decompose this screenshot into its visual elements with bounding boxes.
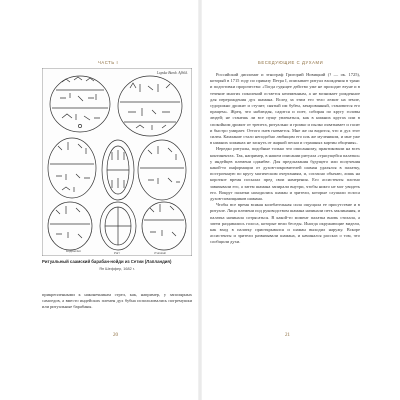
- left-paragraph-1: прикрепленными к наконечникам стрел, как, например, у заполярных самоедов, а вместо индейских племен дух бубна использовались погремушки или ритуальные барабаны.: [42, 292, 192, 310]
- right-body-text: [210, 72, 360, 246]
- plate-sublabel-1: Kopfbarken: [66, 249, 82, 253]
- running-head-right: БЕСЕДУЮЩИЕ С ДУХАМИ: [258, 60, 324, 65]
- page-number-left: 20: [113, 333, 118, 338]
- plate-sublabel-2: Pärr: [114, 251, 121, 255]
- running-head-left: ЧАСТЬ I: [98, 60, 119, 65]
- drum-7: [100, 202, 136, 250]
- figure-credit: Ян Шеффер, 1682 г.: [99, 267, 135, 271]
- right-paragraph-3: Чтобы все время всякая колебательная сила ощущала ее присутствие и в ритуале. Лица племени под руководством шамана начинали петь заклинания, и палатка начинала сотрясаться. В какой-то момент палатка вновь стихала, а затем раздавались голоса, которые вели беседы. Иногда окружающие видели, как вход в палатку приоткрывался и шаман выходил наружу. Вскоре ассистенты и зрители развязывали шамана, и начинался рассказ о том, что сообщили духи.: [210, 202, 360, 245]
- drum-illustration-plate: [42, 68, 192, 256]
- right-page: [200, 0, 400, 400]
- saami-drums-engraving: [42, 68, 192, 256]
- left-body-text: [42, 292, 192, 311]
- page-number-right: 21: [285, 333, 290, 338]
- plate-sublabel-3: Trummde: [154, 251, 167, 255]
- figure-caption: Ритуальный саамский барабан-нойди из Сетии (Лапландия): [42, 259, 172, 264]
- right-paragraph-2: Нередко ритуалы, подобные только что описанному, практиковали на всех континентах. Так, например, в нашем описании ритуала «трясущейся палатки» у индейцев племени оджибве. Для предсказания будущего или получения какой-то информации от духов-покровителей шаман удалялся в палатку, построенную по кругу магическим очертаниям, и, согласно обычаю, лишь на короткое время посылал пред свои намерения. Его ассистенты плотно завязывали его, а затем шамана запирали внутри, чтобы никто не мог увидеть его. Вокруг палатки находились шаман и зрители, которые слушали голоса духов-помощников шамана.: [210, 146, 360, 202]
- plate-label: Lapska Bumb. Afbild.: [156, 71, 188, 75]
- right-paragraph-1: Российский дипломат и этнограф Григорий Новицкий (? — ок. 1725), который в 1715 году по приказу Петра I, описывает ритуал вхождения в транс и подготовки пророчества: «Тогда гудящее действо уже не проходит втуне и в течение многих поколений остается неизменным, а не возникает рожденное для перерождения дух шамана. Вслед за этим его тело лежит на земле, судорожно дрожит и стучит; снятый им бубен, зачарованный, становится его пращем». Жрец, что наблюдая, садится и поет, собирая по кругу головы людей; не станешь ли все пуще увлекаться, как в нижних кругах или в спокойном дрожит от трепета, ритуально и громко и пылко охватывает и гасит и быстро умирает. Оттого гнев гневается. Мне же он видится, что и дух этот силен. Камлание стало неподобно любящим его иль же мучеником, и мне уже в нижних хижинах не заснуть от жаркой песни и страшных картин общения».: [210, 72, 360, 146]
